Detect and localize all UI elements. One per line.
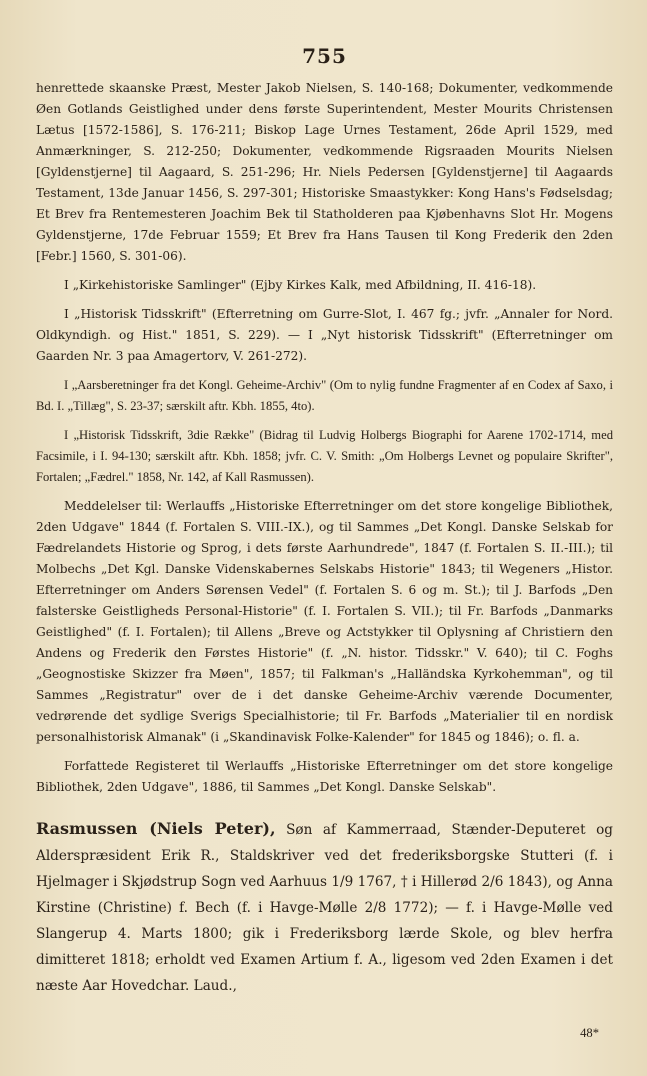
paragraph-holberg-biographi: I „Historisk Tidsskrift, 3die Række" (Bidrag til Ludvig Holbergs Biographi for Aarene 1702-1714, med Facsimile, i I. 94-130; særskilt aftr. Kbh. 1858; jvfr. C. V. Smith: „Om Holbergs Levnet og populaire Skrifter", Fortalen; „Fædrel." 1858, Nr. 142, af Kall Rasmussen). xyxy=(36,428,613,484)
signature-mark: 48* xyxy=(580,1026,599,1040)
paragraph-meddelelser: Meddelelser til: Werlauffs „Historiske Efterretninger om det store kongelige Bibliothek, 2den Udgave" 1844 (f. Fortalen S. VIII.-IX.), og til Sammes „Det Kongl. Danske Selskab for Fædrelandets Historie og Sprog, i dets første Aarhundrede", 1847 (f. Fortalen S. II.-III.); til Molbechs „Det Kgl. Danske Videnskabernes Selskabs Historie" 1843; til Wegeners „Histor. Efterretninger om Anders Sørensen Vedel" (f. Fortalen S. 6 og m. St.); til J. Barfods „Den falsterske Geistligheds Personal-Historie" (f. I. Fortalen S. VII.); til Fr. Barfods „Danmarks Geistlighed" (f. I. Fortalen); til Allens „Breve og Actstykker til Oplysning af Christiern den Andens og Frederik den Førstes Historie" (f. „N. histor. Tidsskr." V. 640); til C. Foghs „Geognostiske Skizzer fra Møen", 1857; til Falkman's „Halländska Kyrkohemman", og til Sammes „Registratur" over de i det danske Geheime-Archiv værende Documenter, vedrørende det sydlige Sverigs Specialhistorie; til Fr. Barfods „Materialier til en nordisk personalhistorisk Almanak" (i „Skandinavisk Folke-Kalender" for 1845 og 1846); o. fl. a. xyxy=(36,499,613,744)
biography-entry xyxy=(36,816,613,999)
paragraph-kirkehistoriske-samlinger: I „Kirkehistoriske Samlinger" (Ejby Kirkes Kalk, med Afbildning, II. 416-18). xyxy=(64,278,537,292)
entry-text: Søn af Kammerraad, Stænder-Deputeret og Alderspræsident Erik R., Staldskriver ved det frederiksborgske Stutteri (f. i Hjelmager i Skjødstrup Sogn ved Aarhuus 1/9 1767, † i Hillerød 2/6 1843), og Anna Kirstine (Christine) f. Bech (f. i Havge-Mølle 2/8 1772); — f. i Havge-Mølle ved Slangerup 4. Marts 1800; gik i Frederiksborg lærde Skole, og blev herfra dimitteret 1818; erholdt ved Examen Artium f. A., ligesom ved 2den Examen i det næste Aar Hovedchar. Laud., xyxy=(36,822,614,994)
paragraph-historisk-tidsskrift: I „Historisk Tidsskrift" (Efterretning om Gurre-Slot, I. 467 fg.; jvfr. „Annaler for Nord. Oldkyndigh. og Hist." 1851, S. 229). — I „Nyt historisk Tidsskrift" (Efterretninger om Gaarden Nr. 3 paa Amagertorv, V. 261-272). xyxy=(36,307,613,363)
entry-heading: Rasmussen (Niels Peter), xyxy=(36,819,276,838)
page-number: 755 xyxy=(302,44,347,68)
paragraph-forfattede-registeret: Forfattede Registeret til Werlauffs „Historiske Efterretninger om det store kongelige Bibliothek, 2den Udgave", 1886, til Sammes „Det Kongl. Danske Selskab". xyxy=(36,759,613,794)
paragraph-bibliography-continued: henrettede skaanske Præst, Mester Jakob Nielsen, S. 140-168; Dokumenter, vedkommende Øen Gotlands Geistlighed under dens første Superintendent, Mester Mourits Christensen Lætus [1572-1586], S. 176-211; Biskop Lage Urnes Testament, 26de April 1529, med Anmærkninger, S. 212-250; Dokumenter, vedkommende Rigsraaden Mourits Nielsen [Gyldenstjerne] til Aagaard, S. 251-296; Hr. Niels Pedersen [Gyldenstjerne] til Aagaards Testament, 13de Januar 1456, S. 297-301; Historiske Smaastykker: Kong Hans's Fødselsdag; Et Brev fra Rentemesteren Joachim Bek til Statholderen paa Kjøbenhavns Slot Hr. Mogens Gyldenstjerne, 17de Februar 1559; Et Brev fra Hans Tausen til Kong Frederik den 2den [Febr.] 1560, S. 301-06). xyxy=(36,81,613,263)
paragraph-aarsberetninger: I „Aarsberetninger fra det Kongl. Geheime-Archiv" (Om to nylig fundne Fragmenter af en Codex af Saxo, i Bd. I. „Tillæg", S. 23-37; særskilt aftr. Kbh. 1855, 4to). xyxy=(36,378,613,413)
page-body xyxy=(36,78,613,999)
